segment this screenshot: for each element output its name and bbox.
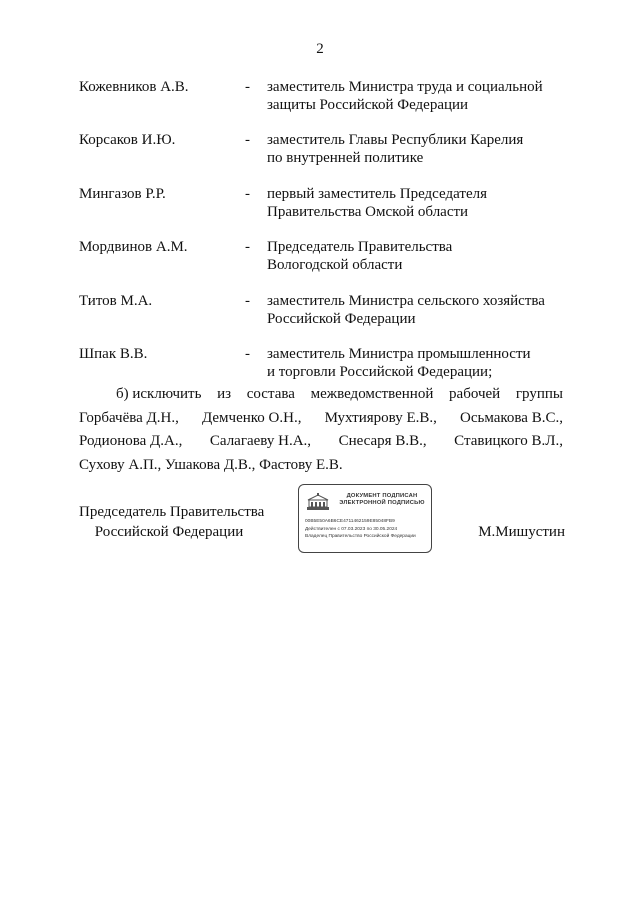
excluded-person: Снесаря В.В., — [338, 433, 427, 449]
member-name: Корсаков И.Ю. — [79, 132, 176, 149]
member-position-line: Российской Федерации — [267, 310, 416, 327]
member-name: Мингазов Р.Р. — [79, 185, 166, 202]
member-position-line: заместитель Министра труда и социальной — [267, 79, 543, 95]
member-row — [79, 238, 569, 291]
member-dash: - — [245, 239, 250, 256]
stamp-header-line: ЭЛЕКТРОННОЙ ПОДПИСЬЮ — [339, 500, 425, 506]
member-position-line: защиты Российской Федерации — [267, 97, 469, 113]
member-row — [79, 185, 569, 238]
member-dash: - — [245, 79, 250, 95]
member-position — [267, 292, 577, 328]
member-dash: - — [245, 345, 250, 362]
member-name: Титов М.А. — [79, 292, 153, 309]
signer-title-line: Российской Федерации — [94, 524, 244, 540]
member-row — [79, 78, 569, 131]
exclusion-word: состава — [246, 386, 295, 402]
stamp-validity: Действителен с 07.03.2023 по 30.05.2024 — [305, 527, 398, 532]
excluded-person: Демченко О.Н., — [201, 409, 302, 426]
stamp-header-line: ДОКУМЕНТ ПОДПИСАН — [346, 493, 418, 499]
exclusion-line — [79, 430, 563, 454]
member-position-line: Председатель Правительства — [267, 239, 453, 256]
member-position-line: первый заместитель Председателя — [267, 185, 487, 202]
exclusion-line — [79, 383, 563, 407]
member-name: Кожевников А.В. — [79, 79, 189, 95]
member-row — [79, 131, 569, 184]
excluded-person: Родионова Д.А., — [79, 433, 183, 449]
excluded-person: Осьмакова В.С., — [460, 409, 563, 426]
signer-name: М.Мишустин — [478, 524, 565, 540]
page-number: 2 — [316, 41, 324, 57]
members-list — [79, 78, 569, 398]
exclusion-word: рабочей — [449, 386, 501, 402]
exclusion-word: б) исключить — [116, 386, 202, 402]
member-position — [267, 238, 577, 274]
excluded-persons-tail: Сухову А.П., Ушакова Д.В., Фастову Е.В. — [79, 456, 343, 473]
member-name: Шпак В.В. — [79, 345, 148, 362]
exclusion-word: из — [217, 386, 232, 402]
coat-of-arms-icon — [306, 493, 330, 511]
member-name: Мордвинов А.М. — [79, 239, 188, 256]
stamp-owner: Владелец Правительство Российской Федерации — [305, 534, 416, 539]
exclusion-word: группы — [515, 386, 563, 402]
member-position — [267, 345, 577, 381]
member-dash: - — [245, 132, 250, 149]
member-position — [267, 131, 577, 167]
member-row — [79, 292, 569, 345]
excluded-person: Мухтиярову Е.В., — [324, 409, 437, 426]
member-position — [267, 78, 577, 114]
member-position-line: заместитель Министра промышленности — [267, 345, 531, 362]
excluded-person: Горбачёва Д.Н., — [79, 409, 179, 426]
member-position — [267, 185, 577, 221]
member-dash: - — [245, 185, 250, 202]
member-position-line: Вологодской области — [267, 257, 403, 274]
excluded-person: Салагаеву Н.А., — [209, 433, 312, 449]
exclusion-word: межведомственной — [310, 386, 434, 402]
exclusion-line — [79, 454, 563, 478]
stamp-header — [335, 493, 429, 507]
exclusion-paragraph — [79, 383, 563, 477]
member-position-line: и торговли Российской Федерации; — [267, 363, 493, 380]
member-position-line: Правительства Омской области — [267, 203, 469, 220]
exclusion-line — [79, 407, 563, 431]
signer-title — [79, 502, 265, 542]
member-dash: - — [245, 292, 250, 309]
member-position-line: по внутренней политике — [267, 150, 424, 167]
signer-title-line: Председатель Правительства — [79, 504, 265, 520]
stamp-certificate-number: 00B5E50A6B6CE4711462159E85048FB9 — [305, 519, 395, 524]
member-position-line: заместитель Главы Республики Карелия — [267, 132, 524, 149]
excluded-person: Ставицкого В.Л., — [454, 433, 563, 449]
member-position-line: заместитель Министра сельского хозяйства — [267, 292, 545, 309]
electronic-signature-stamp — [298, 484, 432, 553]
